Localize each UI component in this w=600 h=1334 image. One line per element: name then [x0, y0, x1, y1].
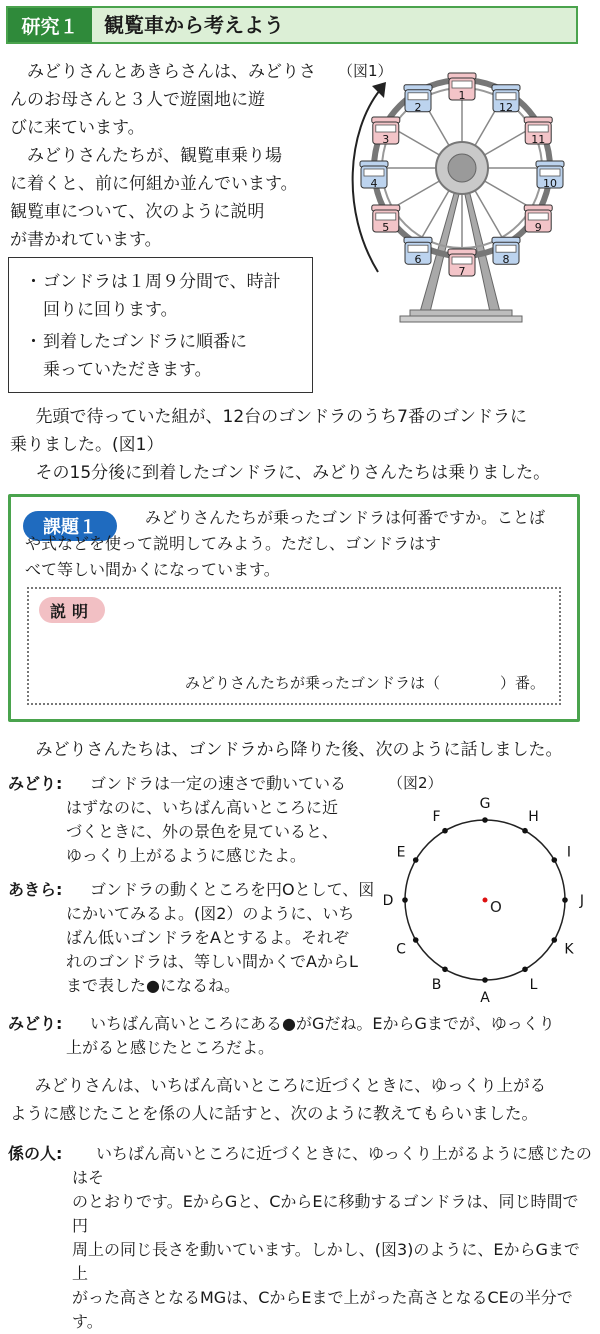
gondola-7 — [448, 249, 476, 278]
center-point — [483, 898, 488, 903]
circle-point-H — [522, 828, 528, 834]
akira-line3: ばん低いゴンドラをAとするよ。それぞ — [66, 928, 349, 947]
midori2-line1: いちばん高いところにある●がGだね。EからGまでが、ゆっくり — [90, 1014, 555, 1033]
rule-item-2 — [25, 328, 302, 384]
story-line1: 先頭で待っていた組が、12台のゴンドラのうち7番のゴンドラに — [35, 407, 527, 427]
gondola-window — [364, 169, 384, 176]
point-label: F — [432, 808, 441, 825]
gondola-1 — [448, 73, 476, 102]
gondola-number: 12 — [499, 100, 513, 114]
gondola-window — [408, 93, 428, 100]
point-label: B — [431, 977, 442, 994]
intro-para2-line2: に着くと、前に何組か並んでいます。 — [10, 174, 298, 194]
closing-text — [10, 1072, 590, 1128]
akira-line2: にかいてみるよ。(図2）のように、いち — [66, 904, 355, 923]
gondola-number: 6 — [414, 253, 422, 267]
arrow-head-icon — [372, 82, 386, 98]
circle-point-L — [522, 966, 528, 972]
staff-dialogue — [72, 1142, 592, 1334]
gondola-6 — [404, 237, 432, 266]
circle-point-G — [482, 817, 488, 823]
after-text: みどりさんたちは、ゴンドラから降りた後、次のように話しました。 — [35, 740, 563, 760]
wheel-hub — [448, 154, 476, 182]
point-label: D — [382, 893, 394, 909]
point-label: J — [579, 893, 585, 909]
speaker-staff: 係の人: — [8, 1144, 63, 1163]
rule2-line2: 乗っていただきます。 — [43, 360, 212, 380]
gondola-12 — [492, 85, 520, 114]
gondola-number: 9 — [534, 221, 542, 234]
gondola-window — [452, 81, 472, 88]
story-line3: その15分後に到着したゴンドラに、みどりさんたちは乗りました。 — [35, 463, 551, 483]
speaker-akira: あきら: — [8, 880, 63, 899]
akira-line4: れのゴンドラは、等しい間かくでAからL — [66, 952, 358, 971]
intro-para1-line3: びに来ています。 — [10, 118, 145, 138]
bullet: ・ — [25, 272, 42, 292]
figure1-label: （図1） — [338, 62, 393, 80]
gondola-window — [528, 213, 548, 220]
point-label: I — [566, 844, 572, 861]
rules-box — [8, 257, 313, 393]
task1-line1: みどりさんたちが乗ったゴンドラは何番ですか。ことば — [145, 508, 546, 527]
circle-point-F — [442, 828, 448, 834]
gondola-number: 4 — [370, 177, 378, 190]
answer-line — [185, 672, 545, 693]
staff-line3: 周上の同じ長さを動いています。しかし、(図3)のように、EからGまで上 — [72, 1240, 580, 1283]
gondola-8 — [492, 237, 520, 266]
bullet: ・ — [25, 332, 42, 352]
intro-para2-line4: が書かれています。 — [10, 230, 162, 250]
midori-dialogue-2 — [66, 1012, 586, 1060]
midori1-line1: ゴンドラは一定の速さで動いている — [90, 774, 347, 793]
intro-text — [10, 58, 330, 254]
task1-badge: 課題１ — [23, 511, 117, 541]
point-label: K — [564, 941, 574, 958]
gondola-number: 7 — [458, 265, 466, 278]
gondola-window — [376, 125, 396, 132]
intro-para1-line1: みどりさんとあきらさんは、みどりさ — [27, 62, 316, 82]
gondola-5 — [372, 205, 400, 234]
gondola-window — [496, 245, 516, 252]
ferris-wheel-figure — [330, 60, 592, 400]
story-line2: 乗りました。(図1） — [10, 435, 164, 455]
circle-point-I — [551, 857, 557, 863]
gondola-number: 1 — [458, 89, 466, 102]
akira-dialogue — [66, 878, 376, 998]
gondola-11 — [524, 117, 552, 146]
figure2-label: （図2） — [388, 774, 443, 792]
point-label: C — [396, 941, 406, 958]
task1-text — [25, 505, 571, 583]
akira-line1: ゴンドラの動くところを円Oとして、図 — [90, 880, 375, 899]
circle-figure — [380, 790, 590, 1005]
circle-point-K — [551, 937, 557, 943]
base-ground — [400, 316, 522, 322]
task1-box — [8, 494, 580, 722]
intro-para1-line2: んのお母さんと３人で遊園地に遊 — [10, 90, 265, 110]
explain-badge: 説明 — [39, 597, 105, 623]
gondola-window — [496, 93, 516, 100]
intro-para2-line1: みどりさんたちが、観覧車乗り場 — [27, 146, 282, 166]
intro-para2-line3: 観覧車について、次のように説明 — [10, 202, 265, 222]
rule-item-1 — [25, 268, 302, 324]
gondola-4 — [360, 161, 388, 190]
point-label: A — [480, 990, 490, 1005]
point-label: L — [529, 977, 538, 994]
circle-point-J — [562, 897, 568, 903]
closing-line1: みどりさんは、いちばん高いところに近づくときに、ゆっくり上がる — [34, 1076, 547, 1095]
gondola-number: 2 — [414, 100, 422, 114]
midori2-line2: 上がると感じたところだよ。 — [66, 1038, 275, 1057]
midori1-line3: づくときに、外の景色を見ていると、 — [66, 822, 339, 841]
task1-line3: べて等しい間かくになっています。 — [25, 560, 280, 579]
point-label: G — [479, 796, 491, 812]
answer-suffix: ）番。 — [499, 674, 545, 692]
gondola-number: 8 — [502, 253, 510, 267]
gondola-9 — [524, 205, 552, 234]
rule1-line1: ゴンドラは１周９分間で、時計 — [43, 272, 281, 292]
closing-line2: ように感じたことを係の人に話すと、次のように教えてもらいました。 — [10, 1104, 538, 1123]
staff-line1: いちばん高いところに近づくときに、ゆっくり上がるように感じたのはそ — [72, 1144, 592, 1187]
midori1-line2: はずなのに、いちばん高いところに近 — [66, 798, 339, 817]
staff-line4: がった高さとなるMGは、CからEまで上がった高さとなるCEの半分です。 — [72, 1288, 573, 1331]
gondola-number: 5 — [382, 221, 390, 234]
gondola-10 — [536, 161, 564, 190]
rule2-line1: 到着したゴンドラに順番に — [43, 332, 247, 352]
gondola-window — [528, 125, 548, 132]
gondola-number: 3 — [382, 133, 390, 146]
staff-line2: のとおりです。EからGと、CからEに移動するゴンドラは、同じ時間で円 — [72, 1192, 579, 1235]
gondola-number: 10 — [543, 177, 557, 190]
gondola-3 — [372, 117, 400, 146]
center-label: O — [490, 898, 502, 916]
section-title: 観覧車から考えよう — [104, 13, 284, 37]
gondola-2 — [404, 85, 432, 114]
answer-prefix: みどりさんたちが乗ったゴンドラは（ — [184, 674, 440, 692]
circle-point-C — [413, 937, 419, 943]
section-header — [6, 6, 578, 44]
circle-point-E — [413, 857, 419, 863]
gondola-window — [540, 169, 560, 176]
midori1-line4: ゆっくり上がるように感じたよ。 — [66, 846, 306, 865]
gondola-window — [452, 257, 472, 264]
section-tag: 研究１ — [8, 8, 92, 42]
akira-line5: まで表した●になるね。 — [66, 976, 240, 995]
rule1-line2: 回りに回ります。 — [43, 300, 178, 320]
point-label: H — [528, 808, 539, 825]
circle-point-A — [482, 977, 488, 983]
answer-box[interactable] — [27, 587, 561, 705]
gondola-window — [376, 213, 396, 220]
task1-line2: や式などを使って説明してみよう。ただし、ゴンドラはす — [25, 534, 442, 553]
gondola-number: 11 — [531, 133, 546, 146]
story-text — [10, 403, 590, 487]
gondola-window — [408, 245, 428, 252]
point-label: E — [396, 844, 406, 861]
midori-dialogue-1 — [66, 772, 376, 868]
circle-point-D — [402, 897, 408, 903]
speaker-midori-2: みどり: — [8, 1014, 63, 1033]
speaker-midori-1: みどり: — [8, 774, 63, 793]
circle-point-B — [442, 966, 448, 972]
